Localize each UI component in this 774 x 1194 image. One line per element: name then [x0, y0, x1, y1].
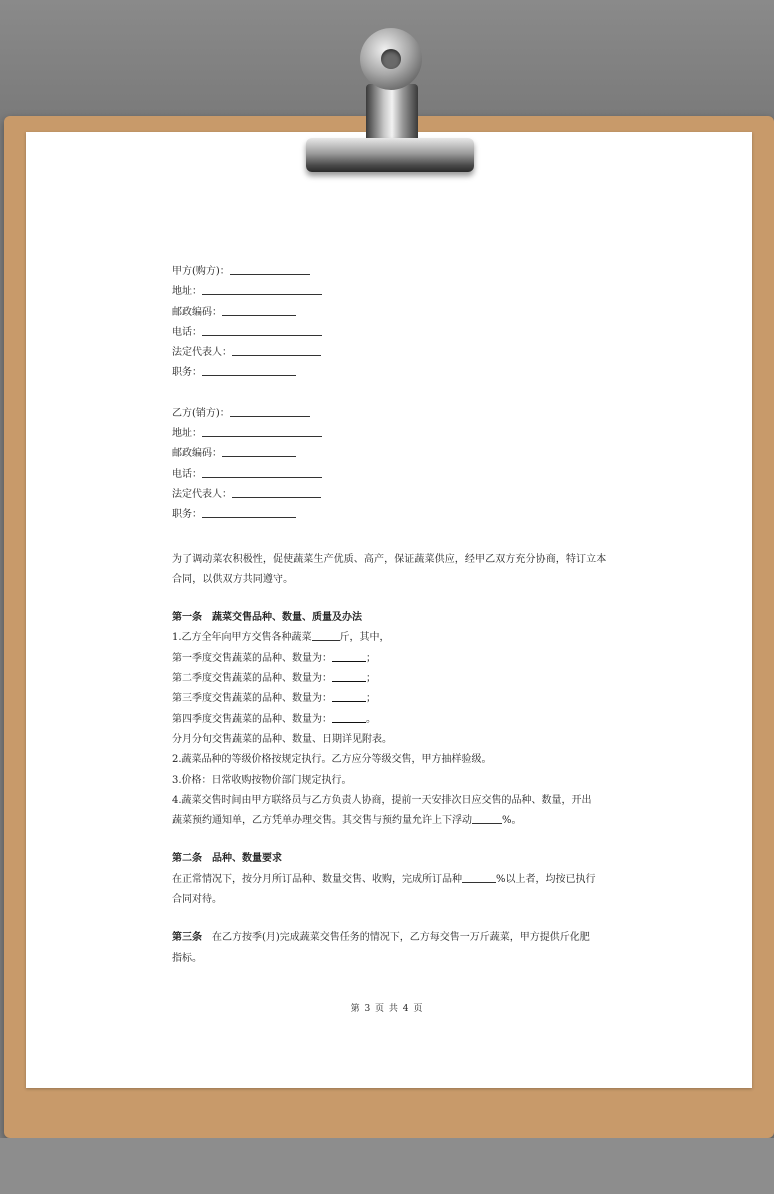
quarter-label: 第三季度交售蔬菜的品种、数量为：: [172, 693, 332, 705]
item-text: %。: [502, 815, 522, 827]
blank-line: [462, 871, 496, 883]
party-b-representative-row: [172, 485, 612, 505]
blank-line: [332, 690, 366, 702]
field-label: 职务：: [172, 367, 202, 379]
article-2-title: 第二条 品种、数量要求: [172, 853, 282, 865]
monthly-schedule-line: 分月分旬交售蔬菜的品种、数量、日期详见附表。: [172, 733, 392, 745]
quarter-label: 第二季度交售蔬菜的品种、数量为：: [172, 673, 332, 685]
field-label: 法定代表人：: [172, 488, 232, 500]
quarter-4-row: [172, 710, 612, 730]
blank-line: [312, 629, 340, 641]
party-a-phone-row: [172, 323, 612, 343]
article-3-line-2: 指标。: [172, 952, 202, 964]
party-a-representative-row: [172, 343, 612, 363]
item-text: 在乙方按季(月)完成蔬菜交售任务的情况下，乙方每交售一万斤蔬菜，甲方提供斤化肥: [212, 932, 590, 944]
blank-line: [230, 263, 310, 275]
quarter-1-row: [172, 649, 612, 669]
article-1-item-2: 2.蔬菜品种的等级价格按规定执行。乙方应分等级交售，甲方抽样验级。: [172, 754, 492, 766]
blank-line: [202, 364, 296, 376]
field-label: 邮政编码：: [172, 306, 222, 318]
blank-line: [332, 670, 366, 682]
punct: ；: [366, 652, 376, 664]
clip-bar: [306, 138, 474, 172]
field-label: 法定代表人：: [172, 347, 232, 359]
item-text: 斤，其中，: [339, 632, 390, 644]
item-text: 蔬菜预约通知单，乙方凭单办理交售。其交售与预约量允许上下浮动: [172, 815, 472, 827]
party-b-position-row: [172, 505, 612, 525]
spacer: [172, 910, 612, 928]
blank-line: [202, 466, 322, 478]
item-text: 1.乙方全年向甲方交售各种蔬菜: [172, 632, 312, 644]
item-text: 在正常情况下，按分月所订品种、数量交售、收购，完成所订品种: [172, 873, 462, 885]
contract-content: [172, 262, 612, 969]
article-1-title: 第一条 蔬菜交售品种、数量、质量及办法: [172, 612, 362, 624]
article-2-line-1: [172, 870, 612, 890]
blank-line: [202, 425, 322, 437]
blank-line: [202, 506, 296, 518]
quarter-label: 第一季度交售蔬菜的品种、数量为：: [172, 652, 332, 664]
punct: ；: [366, 693, 376, 705]
party-a-address-row: [172, 282, 612, 302]
quarter-2-row: [172, 669, 612, 689]
intro-paragraph: 为了调动菜农积极性，促使蔬菜生产优质、高产，保证蔬菜供应，经甲乙双方充分协商，特订立本合同，以供双方共同遵守。: [172, 553, 607, 585]
field-label: 邮政编码：: [172, 448, 222, 460]
punct: 。: [366, 713, 376, 725]
blank-line: [222, 445, 296, 457]
party-a-position-row: [172, 363, 612, 383]
field-label: 电话：: [172, 468, 202, 480]
blank-line: [232, 486, 321, 498]
blank-line: [202, 324, 322, 336]
party-b-address-row: [172, 424, 612, 444]
page-number: 第 3 页 共 4 页: [350, 1004, 424, 1014]
blank-line: [332, 650, 366, 662]
quarter-label: 第四季度交售蔬菜的品种、数量为：: [172, 713, 332, 725]
article-3-line-1: [172, 928, 612, 948]
blank-line: [230, 405, 310, 417]
article-2-line-2: 合同对待。: [172, 894, 222, 906]
article-1-item-4b: [172, 811, 612, 831]
spacer: [172, 590, 612, 608]
background-floor: [0, 1138, 774, 1194]
article-1-item-1: [172, 628, 612, 648]
field-label: 电话：: [172, 326, 202, 338]
spacer: [172, 831, 612, 849]
field-label: 地址：: [172, 286, 202, 298]
party-b-title: 乙方(销方)：: [172, 407, 230, 419]
spacer: [172, 526, 612, 550]
article-1-item-4a: 4.蔬菜交售时间由甲方联络员与乙方负责人协商，提前一天安排次日应交售的品种、数量，开出: [172, 794, 592, 806]
party-b-phone-row: [172, 465, 612, 485]
article-1-item-3: 3.价格：日常收购按物价部门规定执行。: [172, 774, 352, 786]
punct: ；: [366, 673, 376, 685]
party-a-postcode-row: [172, 303, 612, 323]
clip-neck: [366, 84, 418, 144]
quarter-3-row: [172, 689, 612, 709]
blank-line: [202, 283, 322, 295]
party-b-title-row: [172, 404, 612, 424]
blank-line: [332, 711, 366, 723]
blank-line: [222, 304, 296, 316]
item-text: %以上者，均按已执行: [496, 873, 596, 885]
field-label: 职务：: [172, 509, 202, 521]
clip-ring-icon: [360, 28, 422, 90]
blank-line: [472, 812, 502, 824]
party-b-postcode-row: [172, 444, 612, 464]
party-a-title-row: [172, 262, 612, 282]
field-label: 地址：: [172, 428, 202, 440]
party-a-title: 甲方(购方)：: [172, 266, 230, 277]
article-3-title: 第三条: [172, 932, 202, 944]
blank-line: [232, 344, 321, 356]
spacer: [172, 384, 612, 404]
